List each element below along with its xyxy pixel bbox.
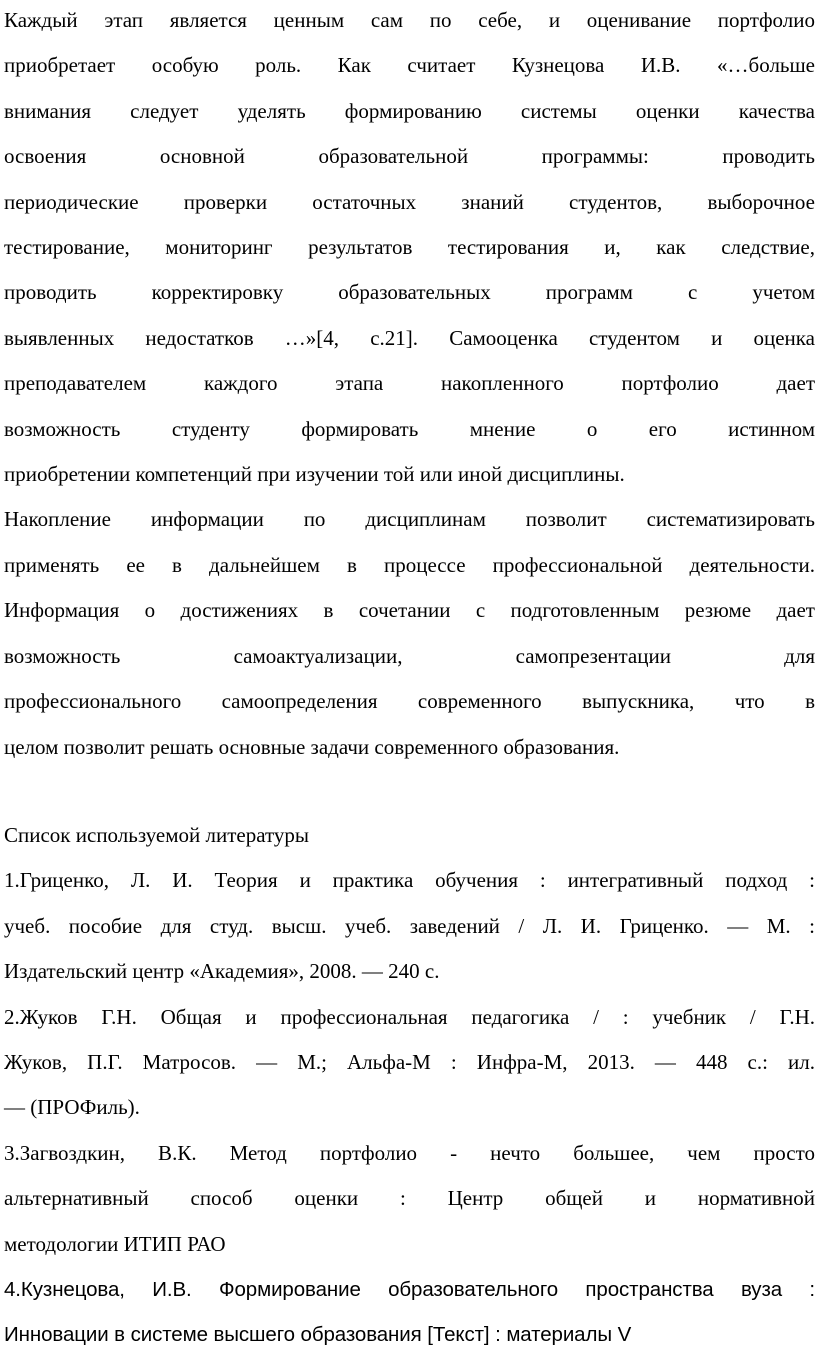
text-line: освоения основной образовательной программы: проводить: [4, 144, 815, 169]
text-line: профессионального самоопределения современного выпускника, что в: [4, 689, 815, 714]
text-line: 4.Кузнецова, И.В. Формирование образовательного пространства вуза :: [4, 1277, 815, 1301]
text-line: приобретении компетенций при изучении той или иной дисциплины.: [4, 462, 625, 487]
text-line: целом позволит решать основные задачи современного образования.: [4, 734, 620, 759]
text-line: Инновации в системе высшего образования [Текст] : материалы V: [4, 1323, 632, 1347]
text-line: Жуков, П.Г. Матросов. — М.; Альфа-М : Инфра-М, 2013. — 448 с.: ил.: [4, 1049, 815, 1074]
text-line: 1.Гриценко, Л. И. Теория и практика обучения : интегративный подход :: [4, 868, 815, 893]
body-paragraph-2: [4, 497, 815, 769]
text-line: внимания следует уделять формированию системы оценки качества: [4, 98, 815, 123]
text-line: альтернативный способ оценки : Центр общей и нормативной: [4, 1186, 815, 1211]
text-line: методологии ИТИП РАО: [4, 1231, 226, 1256]
text-line: проводить корректировку образовательных программ с учетом: [4, 280, 815, 305]
reference-item-1: [4, 858, 815, 994]
reference-item-4: [4, 1267, 815, 1358]
document-page: [4, 0, 815, 1358]
text-line: — (ПРОФиль).: [4, 1095, 140, 1120]
text-line: тестирование, мониторинг результатов тестирования и, как следствие,: [4, 235, 815, 260]
body-paragraph-1: [4, 0, 815, 497]
text-line: преподавателем каждого этапа накопленного портфолио дает: [4, 371, 815, 396]
text-line: выявленных недостатков …»[4, с.21]. Самооценка студентом и оценка: [4, 325, 815, 350]
text-line: учеб. пособие для студ. высш. учеб. заведений / Л. И. Гриценко. — М. :: [4, 913, 815, 938]
text-line: 3.Загвоздкин, В.К. Метод портфолио - нечто большее, чем просто: [4, 1140, 815, 1165]
text-line: периодические проверки остаточных знаний студентов, выборочное: [4, 189, 815, 214]
text-line: приобретает особую роль. Как считает Кузнецова И.В. «…больше: [4, 53, 815, 78]
text-line: возможность студенту формировать мнение о его истинном: [4, 416, 815, 441]
text-line: Накопление информации по дисциплинам позволит систематизировать: [4, 507, 815, 532]
text-line: Каждый этап является ценным сам по себе, и оценивание портфолио: [4, 8, 815, 32]
reference-item-2: [4, 995, 815, 1131]
reference-item-3: [4, 1131, 815, 1267]
references-heading: Список используемой литературы: [4, 822, 310, 847]
text-line: возможность самоактуализации, самопрезентации для: [4, 643, 815, 668]
text-line: Издательский центр «Академия», 2008. — 240 с.: [4, 959, 440, 984]
text-line: применять ее в дальнейшем в процессе профессиональной деятельности.: [4, 552, 815, 577]
text-line: Информация о достижениях в сочетании с подготовленным резюме дает: [4, 598, 815, 623]
text-line: 2.Жуков Г.Н. Общая и профессиональная педагогика / : учебник / Г.Н.: [4, 1004, 815, 1029]
paragraph-gap: [4, 770, 815, 813]
